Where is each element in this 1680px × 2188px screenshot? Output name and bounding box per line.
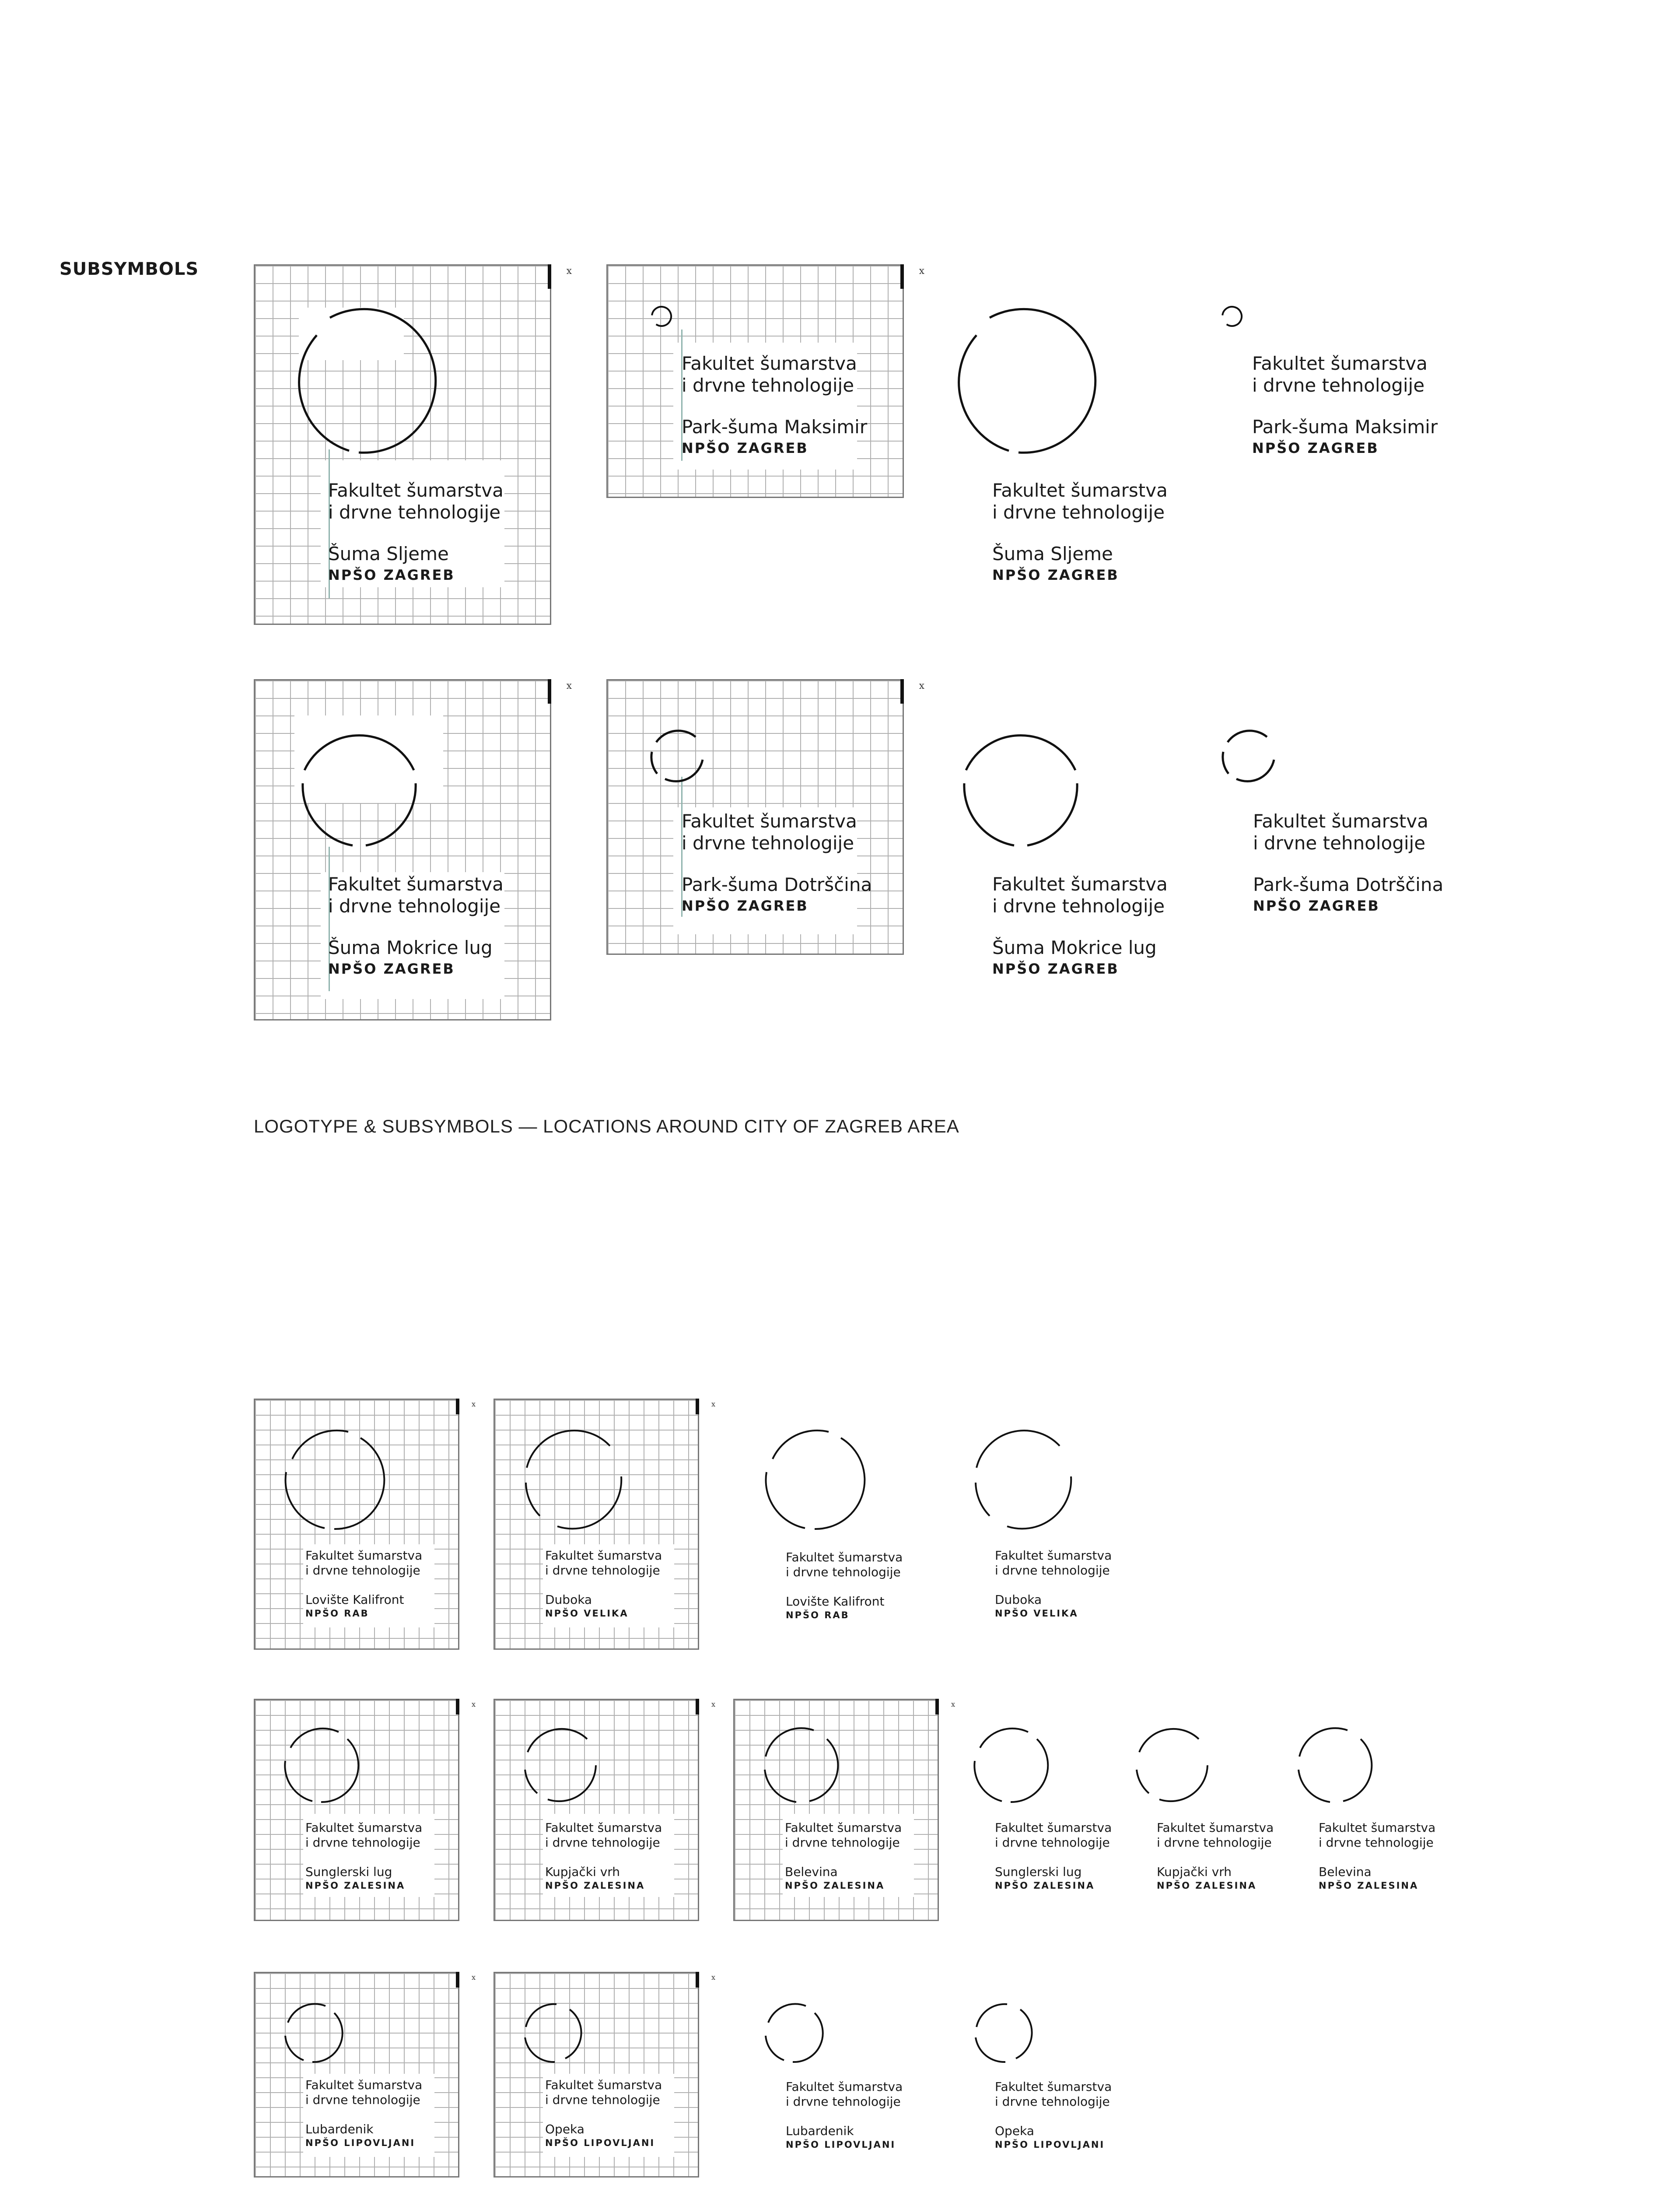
unit-code: NPŠO ZAGREB (328, 567, 455, 584)
org-name-line2: i drvne tehnologije (786, 1564, 901, 1579)
location-name: Park-šuma Dotrščina (1253, 873, 1444, 895)
org-name-line2: i drvne tehnologije (1319, 1835, 1434, 1850)
grid-x-mark: x (919, 680, 924, 691)
unit-code: NPŠO ZAGREB (1252, 440, 1379, 457)
org-name-line1: Fakultet šumarstva (682, 810, 857, 832)
broken-ring-icon (522, 1428, 626, 1532)
logotype-final-lubardenik (786, 2079, 903, 2150)
org-name-line2: i drvne tehnologije (1252, 375, 1425, 396)
location-name: Lovište Kalifront (786, 1594, 885, 1609)
logotype-final-kupjacki (1157, 1820, 1274, 1891)
broken-ring-icon (522, 2001, 585, 2065)
org-name-line2: i drvne tehnologije (992, 895, 1165, 917)
location-name: Belevina (1319, 1865, 1372, 1879)
unit-code: NPŠO RAB (305, 1608, 369, 1619)
org-name-line1: Fakultet šumarstva (786, 1550, 903, 1564)
org-name-line1: Fakultet šumarstva (545, 1820, 662, 1835)
location-name: Duboka (995, 1592, 1042, 1607)
grid-x-mark: x (919, 266, 924, 277)
org-name-line1: Fakultet šumarstva (995, 1548, 1112, 1563)
grid-x-mark: x (471, 1400, 476, 1408)
grid-marker-bar (456, 1972, 459, 1988)
location-name: Šuma Sljeme (992, 543, 1113, 565)
org-name-line2: i drvne tehnologije (305, 1835, 420, 1850)
grid-x-mark: x (711, 1973, 715, 1981)
org-name-line1: Fakultet šumarstva (305, 2078, 423, 2092)
org-name-line2: i drvne tehnologije (305, 1563, 420, 1578)
org-name-line2: i drvne tehnologije (995, 1563, 1110, 1578)
org-name-line1: Fakultet šumarstva (995, 2079, 1112, 2094)
unit-code: NPŠO ZALESINA (995, 1880, 1095, 1891)
grid-marker-bar (900, 679, 904, 704)
grid-x-mark: x (566, 266, 572, 277)
unit-code: NPŠO ZAGREB (992, 961, 1119, 978)
logotype-final-sljeme (992, 480, 1168, 584)
grid-x-mark: x (566, 680, 572, 691)
org-name-line1: Fakultet šumarstva (785, 1820, 902, 1835)
logotype-text-sljeme (328, 480, 504, 584)
section-title: SUBSYMBOLS (60, 259, 199, 279)
broken-ring-icon (1219, 725, 1280, 786)
grid-marker-bar (696, 1699, 699, 1715)
location-name: Belevina (785, 1865, 838, 1879)
logotype-text-dotrscina (682, 810, 872, 915)
org-name-line1: Fakultet šumarstva (992, 873, 1168, 895)
grid-x-mark: x (711, 1700, 715, 1708)
org-name-line2: i drvne tehnologije (545, 1835, 660, 1850)
broken-ring-icon (282, 2001, 346, 2065)
location-name: Opeka (995, 2124, 1034, 2139)
broken-ring-icon (648, 725, 709, 786)
org-name-line2: i drvne tehnologije (545, 1563, 660, 1578)
org-name-line1: Fakultet šumarstva (786, 2079, 903, 2094)
logotype-text-kalifront (305, 1548, 422, 1619)
broken-ring-icon (282, 1726, 360, 1805)
org-name-line2: i drvne tehnologije (1253, 832, 1426, 854)
location-name: Šuma Mokrice lug (328, 936, 493, 958)
location-name: Šuma Mokrice lug (992, 936, 1157, 958)
logotype-final-belevina (1319, 1820, 1435, 1891)
org-name-line1: Fakultet šumarstva (1157, 1820, 1274, 1835)
unit-code: NPŠO LIPOVLJANI (305, 2137, 416, 2148)
grid-x-mark: x (471, 1973, 476, 1981)
logotype-final-dotrscina (1253, 810, 1443, 915)
org-name-line2: i drvne tehnologije (328, 501, 501, 523)
grid-marker-bar (696, 1972, 699, 1988)
unit-code: NPŠO LIPOVLJANI (995, 2139, 1105, 2150)
location-name: Park-šuma Maksimir (1252, 416, 1438, 438)
broken-ring-icon (649, 304, 676, 330)
broken-ring-icon (972, 2001, 1036, 2065)
broken-ring-icon (957, 306, 1106, 455)
logotype-text-lubardenik (305, 2078, 422, 2149)
location-name: Sunglerski lug (305, 1865, 392, 1879)
logotype-text-opeka (545, 2078, 662, 2149)
logotype-final-duboka (995, 1548, 1112, 1619)
unit-code: NPŠO VELIKA (995, 1608, 1078, 1619)
org-name-line1: Fakultet šumarstva (328, 873, 504, 895)
unit-code: NPŠO ZALESINA (545, 1880, 645, 1891)
broken-ring-icon (972, 1428, 1075, 1532)
grid-marker-bar (696, 1399, 699, 1414)
grid-marker-bar (456, 1399, 459, 1414)
logotype-text-duboka (545, 1548, 662, 1619)
unit-code: NPŠO ZAGREB (328, 961, 455, 978)
unit-code: NPŠO ZALESINA (1157, 1880, 1257, 1891)
location-name: Lovište Kalifront (305, 1592, 404, 1607)
unit-code: NPŠO ZAGREB (1253, 898, 1380, 915)
location-name: Duboka (545, 1592, 592, 1607)
logotype-text-sunglerski (305, 1820, 422, 1891)
broken-ring-icon (762, 2001, 826, 2065)
broken-ring-icon (971, 1726, 1050, 1805)
grid-marker-bar (935, 1699, 939, 1715)
unit-code: NPŠO ZALESINA (1319, 1880, 1419, 1891)
org-name-line1: Fakultet šumarstva (328, 480, 504, 501)
unit-code: NPŠO ZALESINA (305, 1880, 406, 1891)
location-name: Opeka (545, 2122, 584, 2137)
unit-code: NPŠO ZAGREB (682, 898, 808, 915)
location-name: Šuma Sljeme (328, 543, 449, 565)
broken-ring-icon (1133, 1726, 1212, 1805)
location-name: Lubardenik (305, 2122, 374, 2137)
unit-code: NPŠO ZAGREB (992, 567, 1119, 584)
org-name-line2: i drvne tehnologije (682, 375, 854, 396)
grid-marker-bar (900, 264, 904, 289)
broken-ring-icon (522, 1726, 600, 1805)
location-name: Lubardenik (786, 2124, 854, 2139)
logotype-final-maksimir (1252, 353, 1438, 457)
broken-ring-icon (763, 1428, 866, 1532)
location-name: Sunglerski lug (995, 1865, 1082, 1879)
logotype-text-maksimir (682, 353, 867, 457)
logotype-final-kalifront (786, 1550, 903, 1621)
broken-ring-icon (296, 722, 423, 849)
org-name-line1: Fakultet šumarstva (1319, 1820, 1436, 1835)
grid-x-mark: x (471, 1700, 476, 1708)
unit-code: NPŠO LIPOVLJANI (786, 2139, 896, 2150)
location-name: Kupjački vrh (545, 1865, 620, 1879)
broken-ring-icon (298, 306, 446, 455)
org-name-line1: Fakultet šumarstva (995, 1820, 1112, 1835)
org-name-line1: Fakultet šumarstva (305, 1548, 423, 1563)
unit-code: NPŠO VELIKA (545, 1608, 629, 1619)
logotype-text-belevina (785, 1820, 902, 1891)
org-name-line1: Fakultet šumarstva (545, 2078, 662, 2092)
location-name: Park-šuma Dotrščina (682, 873, 872, 895)
org-name-line1: Fakultet šumarstva (1253, 810, 1428, 832)
org-name-line2: i drvne tehnologije (786, 2094, 901, 2109)
org-name-line2: i drvne tehnologije (992, 501, 1165, 523)
org-name-line1: Fakultet šumarstva (992, 480, 1168, 501)
unit-code: NPŠO RAB (786, 1609, 850, 1620)
grid-x-mark: x (951, 1700, 955, 1708)
grid-x-mark: x (711, 1400, 715, 1408)
logotype-text-mokrice (328, 873, 504, 978)
org-name-line1: Fakultet šumarstva (1252, 353, 1428, 374)
org-name-line1: Fakultet šumarstva (305, 1820, 423, 1835)
unit-code: NPŠO LIPOVLJANI (545, 2137, 655, 2148)
org-name-line2: i drvne tehnologije (545, 2092, 660, 2107)
org-name-line2: i drvne tehnologije (995, 1835, 1110, 1850)
unit-code: NPŠO ZAGREB (682, 440, 808, 457)
org-name-line2: i drvne tehnologije (785, 1835, 900, 1850)
logotype-final-sunglerski (995, 1820, 1112, 1891)
unit-code: NPŠO ZALESINA (785, 1880, 885, 1891)
grid-marker-bar (548, 264, 551, 289)
broken-ring-icon (761, 1726, 840, 1805)
org-name-line1: Fakultet šumarstva (682, 353, 857, 374)
location-name: Park-šuma Maksimir (682, 416, 868, 438)
org-name-line2: i drvne tehnologije (995, 2094, 1110, 2109)
org-name-line2: i drvne tehnologije (682, 832, 854, 854)
broken-ring-icon (283, 1428, 386, 1532)
grid-marker-bar (456, 1699, 459, 1715)
grid-marker-bar (548, 679, 551, 704)
broken-ring-icon (957, 722, 1084, 849)
broken-ring-icon (1295, 1726, 1374, 1805)
logotype-text-kupjacki (545, 1820, 662, 1891)
org-name-line2: i drvne tehnologije (1157, 1835, 1272, 1850)
logotype-final-opeka (995, 2079, 1112, 2150)
org-name-line2: i drvne tehnologije (305, 2092, 420, 2107)
logotype-final-mokrice (992, 873, 1168, 978)
caption-zagreb: LOGOTYPE & SUBSYMBOLS — LOCATIONS AROUND CITY OF ZAGREB AREA (254, 1116, 959, 1136)
org-name-line2: i drvne tehnologije (328, 895, 501, 917)
broken-ring-icon (1220, 304, 1246, 330)
org-name-line1: Fakultet šumarstva (545, 1548, 662, 1563)
location-name: Kupjački vrh (1157, 1865, 1232, 1879)
